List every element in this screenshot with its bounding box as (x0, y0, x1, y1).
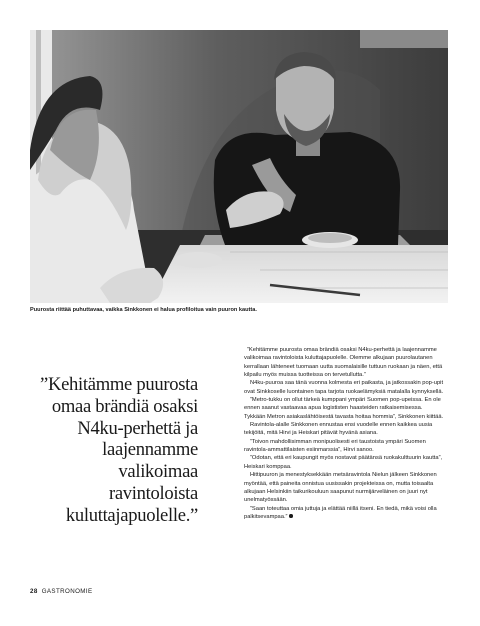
article-photo (30, 30, 448, 303)
body-paragraph-last (244, 505, 444, 522)
pull-quote: ”Kehitämme puurosta omaa brändiä osaksi N4ku-perhettä ja laajennamme valikoimaa ravintoloista kuluttajapuolelle.” (40, 374, 198, 526)
body-paragraph: ”Metro-tukku on ollut tärkeä kumppani ympäri Suomen pop-upeissa. En ole ennen saanut vastaavaa apua logististen haasteiden ratkaisemisessa. Tykkään Metron asiakaslähtöisestä tavasta hoitaa hommia”, Sinkkonen kiittää. (244, 397, 444, 420)
section-name: GASTRONOMIE (41, 588, 93, 595)
body-paragraph: Ravintola-alalle Sinkkonen ennustaa ensi vuodelle ennen kaikkea uusia tekijöitä, mitä Hirvi ja Heiskari pitävät hyvänä asiana. (244, 422, 433, 437)
page-footer (30, 588, 93, 596)
article-body (244, 346, 444, 521)
body-paragraph: ”Kehitämme puurosta omaa brändiä osaksi N4ku-perhettä ja laajennamme valikoimaa ravintoloista kuluttajapuolelle. Olemme alkujaan puurolautanen kerrallaan lähteneet tuomaan uutta suomalaisille tuttuun ruokaan ja näen, että kilpailu myös muissa tuotteissa on tervetullutta.” (244, 347, 443, 379)
last-paragraph-text: ”Saan toteuttaa omia juttuja ja elättää niillä itseni. En tiedä, mikä voisi olla palkitsevampaa.” (244, 505, 437, 520)
page-number: 28 (30, 588, 38, 595)
end-of-article-mark (289, 514, 293, 518)
photo-caption: Puurosta riittää puhuttavaa, vaikka Sinkkonen ei halua profiloitua vain puuron kautta. (30, 307, 257, 313)
body-paragraph: ”Toivon mahdollisimman monipuolisesti eri taustoista ympäri Suomen ravintola-ammattilaisten esiinmarssia”, Hirvi sanoo. (244, 438, 426, 454)
body-paragraph: ”Odotan, että eri kaupungit myös nostavat päätänsä ruokakulttuurin kautta”, Heiskari komppaa. (244, 455, 443, 470)
body-paragraph: Hittipuuron ja menestyksekkään metsäravintola Nielun jälkeen Sinkkonen myöntää, että paineita onnistua uusissakin projekteissa on, mutta toisaalta alkujaan Helsinkiin taikurikouluun saapunut nurmijärveläinen on juuri nyt unelmatyössään. (244, 472, 437, 504)
body-paragraph: N4ku-puuroa saa tänä vuonna kolmesta eri paikasta, ja jatkossakin pop-upit ovat Sinkkoselle luontainen tapa tarjota ruokaelämyksiä matalalla kynnyksellä. (244, 380, 444, 395)
